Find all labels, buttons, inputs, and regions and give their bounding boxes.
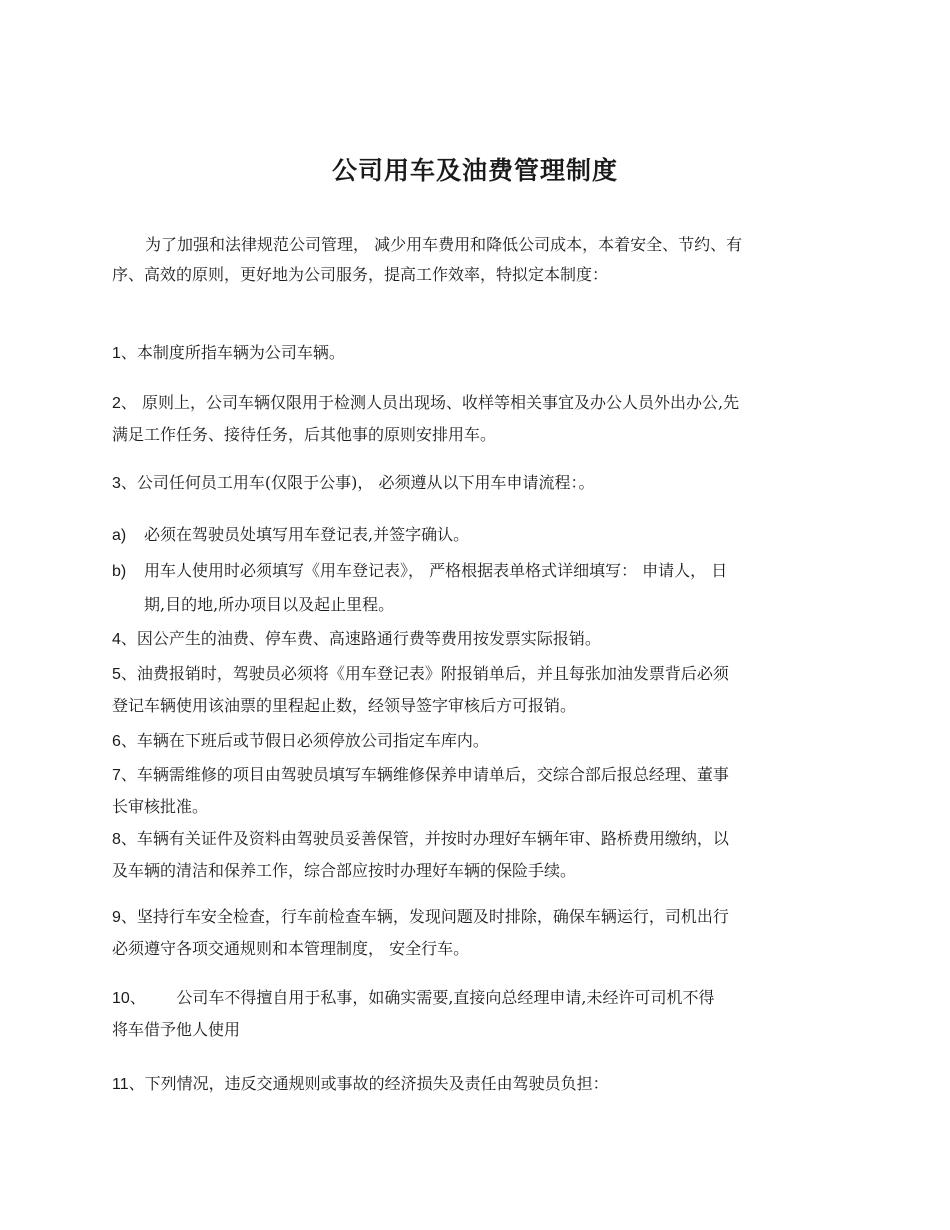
item-text: 、公司任何员工用车(仅限于公事)， 必须遵从以下用车申请流程：。 [120,473,595,492]
item-number: 9 [112,909,121,926]
item-text: 登记车辆使用该油票的里程起止数，经领导签字审核后方可报销。 [112,696,577,715]
list-item-8 [112,823,836,886]
item-number: 11 [112,1076,129,1093]
item-number: 7 [112,767,121,784]
list-item-6 [112,725,836,757]
item-text: 长审核批准。 [112,797,209,816]
item-text: 必须遵守各项交通规则和本管理制度， 安全行车。 [112,939,470,958]
item-text: 、本制度所指车辆为公司车辆。 [120,343,345,362]
item-number: 2 [112,395,121,412]
sub-item-a [112,518,836,552]
item-text: 、车辆有关证件及资料由驾驶员妥善保管，并按时办理好车辆年审、路桥费用缴纳，以 [120,829,729,848]
sub-item-marker: a) [112,527,127,544]
list-item-4 [112,623,836,655]
item-text: 及车辆的清洁和保养工作，综合部应按时办理好车辆的保险手续。 [112,861,577,880]
item-text: 、 原则上，公司车辆仅限用于检测人员出现场、收样等相关事宜及办公人员外出办公,先 [120,393,740,412]
item-text: 、 公司车不得擅自用于私事，如确实需要,直接向总经理申请,未经许可司机不得 [129,988,715,1007]
intro-paragraph [112,230,836,290]
list-item-7 [112,759,836,822]
sub-item-text: 必须在驾驶员处填写用车登记表,并签字确认。 [144,525,470,544]
item-number: 5 [112,666,121,683]
item-text: 、因公产生的油费、停车费、高速路通行费等费用按发票实际报销。 [120,629,601,648]
item-text: 将车借予他人使用 [112,1020,241,1039]
item-number: 8 [112,831,121,848]
item-number: 6 [112,733,121,750]
item-number: 4 [112,631,121,648]
item-number: 10 [112,990,130,1007]
list-item-5 [112,658,836,721]
item-text: 满足工作任务、接待任务，后其他事的原则安排用车。 [112,425,497,444]
list-item-1 [112,337,836,369]
list-item-11 [112,1068,836,1100]
sub-item-text: 用车人使用时必须填写《用车登记表》， 严格根据表单格式详细填写： 申请人， 日 [144,561,728,580]
intro-line-1: 为了加强和法律规范公司管理， 减少用车费用和降低公司成本，本着安全、节约、有 [145,235,743,254]
intro-line-2: 序、高效的原则，更好地为公司服务，提高工作效率，特拟定本制度： [112,265,609,284]
list-item-3 [112,467,836,499]
document-title: 公司用车及油费管理制度 [331,156,618,185]
item-text: 、车辆在下班后或节假日必须停放公司指定车库内。 [120,731,489,750]
sub-item-marker: b) [112,563,127,580]
item-number: 1 [112,345,121,362]
list-item-9 [112,901,836,964]
item-text: 、下列情况，违反交通规则或事故的经济损失及责任由驾驶员负担： [128,1074,609,1093]
item-number: 3 [112,475,121,492]
item-text: 、油费报销时，驾驶员必须将《用车登记表》附报销单后，并且每张加油发票背后必须 [120,664,729,683]
item-text: 、车辆需维修的项目由驾驶员填写车辆维修保养申请单后，交综合部后报总经理、董事 [120,765,729,784]
sub-item-b [112,554,836,621]
item-text: 、坚持行车安全检查，行车前检查车辆，发现问题及时排除，确保车辆运行，司机出行 [120,907,729,926]
list-item-2 [112,387,836,450]
sub-item-text: 期,目的地,所办项目以及起止里程。 [144,595,395,614]
list-item-10 [112,982,836,1045]
